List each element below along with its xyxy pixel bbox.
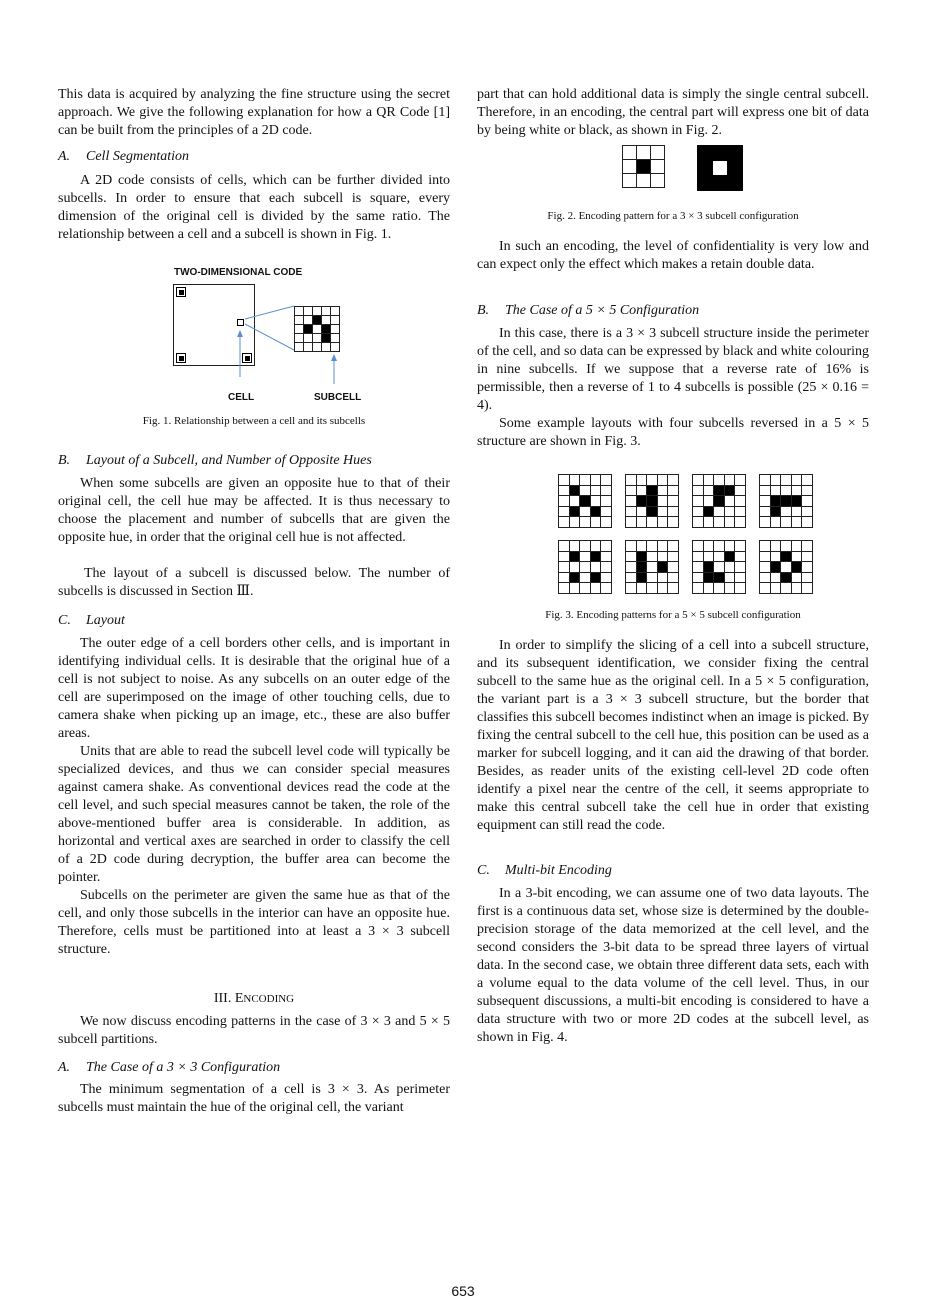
- heading-number: B.: [58, 453, 71, 468]
- subcell: [725, 507, 735, 517]
- page-number: 653: [451, 1283, 475, 1299]
- subcell: [792, 562, 802, 572]
- subcell: [637, 507, 647, 517]
- subcell: [591, 552, 601, 562]
- subcell: [792, 486, 802, 496]
- figure-caption: Fig. 2. Encoding pattern for a 3 × 3 subcell configuration: [547, 210, 799, 222]
- encoding-pattern: [625, 474, 679, 528]
- subcell: [792, 583, 802, 593]
- heading-text: The Case of a 5 × 5 Configuration: [505, 303, 700, 318]
- paragraph: This data is acquired by analyzing the fine structure using the secret approach. We give the following explanation for how a QR Code [1] can be built from the principles of a 2D code.: [58, 87, 450, 138]
- subcell: [668, 562, 678, 572]
- subcell: [304, 307, 312, 315]
- subcell: [781, 486, 791, 496]
- subcell: [637, 475, 647, 485]
- subcell: [802, 486, 812, 496]
- subcell: [626, 573, 636, 583]
- subcell: [559, 496, 569, 506]
- section-title-initial: E: [234, 991, 244, 1006]
- subcell: [601, 541, 611, 551]
- subcell: [647, 552, 657, 562]
- subcell: [304, 343, 312, 351]
- figure-label: SUBCELL: [314, 392, 362, 403]
- subcell: [781, 475, 791, 485]
- subcell: [626, 517, 636, 527]
- subcell: [304, 334, 312, 342]
- figure-label: CELL: [228, 392, 255, 403]
- subcell: [735, 562, 745, 572]
- subcell: [735, 496, 745, 506]
- subcell: [570, 541, 580, 551]
- subcell: [693, 475, 703, 485]
- subcell: [725, 562, 735, 572]
- subcell: [601, 562, 611, 572]
- subcell: [331, 343, 339, 351]
- subcell: [760, 496, 770, 506]
- subcell: [771, 583, 781, 593]
- subcell: [735, 583, 745, 593]
- heading-number: A.: [58, 149, 71, 164]
- subcell: [322, 316, 330, 324]
- subcell: [771, 552, 781, 562]
- figure-caption: Fig. 1. Relationship between a cell and its subcells: [142, 415, 366, 427]
- subcell: [304, 316, 312, 324]
- paragraph: In this case, there is a 3 × 3 subcell structure inside the perimeter of the cell, and so data can be expressed by black and white colouring in nine subcells. If we suppose that a reverse rate of 16% is permissible, then a reverse of 1 to 4 subcells is possible (25 × 0.16 = 4).: [477, 326, 869, 413]
- subcell: [570, 517, 580, 527]
- subcell: [637, 583, 647, 593]
- subcell: [658, 541, 668, 551]
- subcell: [626, 475, 636, 485]
- subcell: [792, 496, 802, 506]
- subcell: [781, 507, 791, 517]
- subcell: [580, 486, 590, 496]
- subcell: [580, 562, 590, 572]
- subcell: [704, 475, 714, 485]
- subcell: [668, 583, 678, 593]
- subcell: [725, 486, 735, 496]
- subcell: [760, 573, 770, 583]
- subcell: [601, 573, 611, 583]
- subcell: [601, 486, 611, 496]
- subcell: [295, 307, 303, 315]
- subcell: [559, 583, 569, 593]
- encoding-pattern: [692, 540, 746, 594]
- encoding-pattern: [759, 474, 813, 528]
- subcell: [601, 517, 611, 527]
- subcell: [725, 496, 735, 506]
- heading-text: Layout of a Subcell, and Number of Opposite Hues: [86, 453, 372, 468]
- subcell: [658, 562, 668, 572]
- subcell: [792, 507, 802, 517]
- subcell: [626, 541, 636, 551]
- paragraph: Subcells on the perimeter are given the same hue as that of the cell, and only those subcells in the interior can have an opposite hue. Therefore, cells must be partitioned into at least a 3 × 3 subcell structure.: [58, 888, 450, 957]
- subcell: [693, 552, 703, 562]
- subcell: [658, 573, 668, 583]
- subcell: [781, 573, 791, 583]
- subcell: [704, 541, 714, 551]
- subcell: [668, 507, 678, 517]
- subcell: [693, 486, 703, 496]
- subcell: [735, 573, 745, 583]
- subcell: [559, 475, 569, 485]
- subcell: [704, 517, 714, 527]
- section-title-rest: NCODING: [243, 993, 295, 1005]
- subcell: [591, 541, 601, 551]
- paragraph: The outer edge of a cell borders other cells, and is important in identifying individual cells. It is desirable that the original hue of a cell is not subject to noise. As any subcells on an outer edge of the cell are superimposed on the image of other touching cells, due to camera shake when picking up an image, etc., these are also buffer areas.: [58, 636, 450, 741]
- subcell: [331, 334, 339, 342]
- subcell: [637, 517, 647, 527]
- paragraph: In a 3-bit encoding, we can assume one of two data layouts. The first is a continuous data set, whose size is determined by the double-precision storage of the data memorized at the cell level, and the second considers the 3-bit data to be spread three layers of virtual data. In the second case, we obtain three different data sets, each with a volume equal to the data volume of the cell level. Thus, in our subsequent discussions, a multi-bit encoding is considered to have a data structure with two or more 2D codes at the subcell level, as shown in Fig. 4.: [477, 886, 869, 1045]
- subcell: [580, 475, 590, 485]
- subcell: [735, 486, 745, 496]
- figure-1: [58, 262, 450, 412]
- subcell: [802, 475, 812, 485]
- paragraph: In such an encoding, the level of confidentiality is very low and can expect only the effect which makes a retain double data.: [477, 239, 869, 272]
- subcell: [693, 573, 703, 583]
- subcell: [760, 517, 770, 527]
- encoding-pattern: [625, 540, 679, 594]
- subcell: [760, 486, 770, 496]
- subcell: [559, 486, 569, 496]
- subcell: [570, 562, 580, 572]
- subcell: [714, 541, 724, 551]
- subcell: [714, 552, 724, 562]
- subcell: [570, 552, 580, 562]
- subcell: [725, 552, 735, 562]
- subcell: [725, 573, 735, 583]
- encoding-pattern: [558, 474, 612, 528]
- subcell: [771, 573, 781, 583]
- subcell: [580, 573, 590, 583]
- subcell: [802, 507, 812, 517]
- subcell: [760, 562, 770, 572]
- subcell: [668, 496, 678, 506]
- subcell: [704, 562, 714, 572]
- subcell: [570, 475, 580, 485]
- subcell: [591, 475, 601, 485]
- subcell: [559, 573, 569, 583]
- subcell: [802, 552, 812, 562]
- subcell: [295, 316, 303, 324]
- encoding-pattern: [759, 540, 813, 594]
- subcell: [637, 486, 647, 496]
- subcell: [760, 583, 770, 593]
- subsection-heading: [58, 612, 125, 630]
- subcell: [802, 562, 812, 572]
- subcell: [601, 583, 611, 593]
- subcell: [802, 517, 812, 527]
- subcell: [802, 496, 812, 506]
- fig2-pattern-white-center: [697, 145, 743, 191]
- subcell: [658, 517, 668, 527]
- subcell: [704, 496, 714, 506]
- subcell: [313, 307, 321, 315]
- subcell: [313, 316, 321, 324]
- paragraph: Some example layouts with four subcells reversed in a 5 × 5 structure are shown in Fig. 3.: [477, 416, 869, 449]
- subcell: [771, 475, 781, 485]
- subcell: [725, 541, 735, 551]
- subcell: [591, 573, 601, 583]
- subcell: [580, 496, 590, 506]
- subcell: [714, 583, 724, 593]
- paragraph: We now discuss encoding patterns in the case of 3 × 3 and 5 × 5 subcell partitions.: [58, 1014, 450, 1047]
- subcell: [591, 583, 601, 593]
- subcell: [668, 552, 678, 562]
- subcell: [771, 562, 781, 572]
- subcell: [735, 507, 745, 517]
- subcell: [591, 517, 601, 527]
- subcell: [626, 496, 636, 506]
- subcell: [693, 496, 703, 506]
- subsection-heading: [58, 148, 189, 166]
- subcell: [781, 496, 791, 506]
- encoding-pattern: [692, 474, 746, 528]
- heading-text: Layout: [86, 613, 125, 628]
- subcell: [781, 562, 791, 572]
- subcell: [668, 541, 678, 551]
- subcell: [725, 583, 735, 593]
- heading-text: Cell Segmentation: [86, 149, 190, 164]
- subcell: [570, 583, 580, 593]
- subcell: [725, 517, 735, 527]
- section-heading: [58, 990, 450, 1008]
- subcell: [658, 475, 668, 485]
- paragraph: The minimum segmentation of a cell is 3 × 3. As perimeter subcells must maintain the hue of the original cell, the variant: [58, 1082, 450, 1115]
- subcell: [322, 343, 330, 351]
- paragraph: Units that are able to read the subcell level code will typically be specialized devices, and thus we can consider special measures against camera shake. As conventional devices read the code at the cell level, and such special measures cannot be taken, the role of the above-mentioned buffer area is considerable. In addition, as horizontal and vertical axes are searched in order to classify the cell of a 2D code during decryption, the buffer area can become the pointer.: [58, 744, 450, 885]
- subcell: [693, 562, 703, 572]
- subsection-heading: [58, 452, 372, 470]
- subcell: [760, 507, 770, 517]
- subcell: [658, 507, 668, 517]
- subcell: [313, 343, 321, 351]
- subcell: [658, 552, 668, 562]
- subcell: [580, 507, 590, 517]
- subcell: [647, 517, 657, 527]
- subcell: [559, 507, 569, 517]
- subcell: [580, 517, 590, 527]
- subcell: [559, 517, 569, 527]
- subcell: [693, 507, 703, 517]
- subcell: [647, 475, 657, 485]
- subcell: [626, 552, 636, 562]
- fig2-pattern-black-center: [622, 145, 665, 188]
- subcell: [704, 552, 714, 562]
- subcell: [322, 325, 330, 333]
- subcell: [714, 496, 724, 506]
- subcell: [802, 583, 812, 593]
- subcell: [647, 486, 657, 496]
- subcell: [714, 507, 724, 517]
- subcell: [668, 517, 678, 527]
- subcell: [714, 517, 724, 527]
- subsection-heading: [58, 1059, 280, 1077]
- subcell: [714, 573, 724, 583]
- subcell: [668, 475, 678, 485]
- subcell: [637, 496, 647, 506]
- subcell: [331, 307, 339, 315]
- subcell: [626, 486, 636, 496]
- heading-number: C.: [58, 613, 71, 628]
- subcell: [637, 541, 647, 551]
- subcell: [760, 475, 770, 485]
- subcell: [647, 507, 657, 517]
- subcell: [704, 583, 714, 593]
- subcell: [781, 541, 791, 551]
- paragraph: The layout of a subcell is discussed below. The number of subcells is discussed in Section Ⅲ.: [58, 566, 450, 599]
- paragraph: In order to simplify the slicing of a cell into a subcell structure, and its subsequent identification, we consider fixing the central subcell to the same hue as the original cell. In a 5 × 5 configuration, the variant part is a 3 × 3 subcell structure, but the border that classifies this subcell becomes indistinct when an image is picked. By fixing the central subcell to the cell hue, this position can be used as a marker for subcell logging, and it can aid the drawing of that border. Besides, as reader units of the existing cell-level 2D code often identify a pixel near the centre of the cell, it seems appropriate to make this central subcell take the cell hue in order that existing equipment can still read the code.: [477, 638, 869, 833]
- subsection-heading: [477, 302, 699, 320]
- heading-number: B.: [477, 303, 490, 318]
- subcell: [792, 517, 802, 527]
- subcell: [771, 507, 781, 517]
- subcell: [792, 541, 802, 551]
- subcell: [792, 475, 802, 485]
- subcell: [331, 325, 339, 333]
- subcell: [591, 562, 601, 572]
- subcell: [580, 541, 590, 551]
- subcell: [647, 541, 657, 551]
- subcell: [792, 573, 802, 583]
- subcell: [704, 486, 714, 496]
- subcell: [781, 583, 791, 593]
- subcell: [781, 552, 791, 562]
- subcell: [735, 517, 745, 527]
- subcell: [658, 496, 668, 506]
- subcell: [668, 573, 678, 583]
- subcell: [714, 562, 724, 572]
- subcell: [771, 496, 781, 506]
- subcell: [792, 552, 802, 562]
- subcell: [591, 486, 601, 496]
- subcell: [580, 552, 590, 562]
- subcell: [760, 541, 770, 551]
- subcell: [601, 552, 611, 562]
- subcell: [591, 507, 601, 517]
- subcell: [313, 334, 321, 342]
- subcell: [693, 517, 703, 527]
- subcell-grid: [294, 306, 340, 352]
- subcell: [304, 325, 312, 333]
- subcell: [735, 541, 745, 551]
- subcell: [725, 475, 735, 485]
- subcell: [591, 496, 601, 506]
- heading-number: A.: [58, 1060, 71, 1075]
- subsection-heading: [477, 862, 612, 880]
- subcell: [802, 541, 812, 551]
- subcell: [322, 307, 330, 315]
- subcell: [322, 334, 330, 342]
- subcell: [802, 573, 812, 583]
- subcell: [704, 573, 714, 583]
- figure-caption: Fig. 3. Encoding patterns for a 5 × 5 subcell configuration: [545, 609, 801, 621]
- paragraph: A 2D code consists of cells, which can be further divided into subcells. In order to ensure that each subcell is square, every dimension of the original cell is divided by the same ratio. The relationship between a cell and a subcell is shown in Fig. 1.: [58, 173, 450, 242]
- subcell: [580, 583, 590, 593]
- subcell: [735, 475, 745, 485]
- subcell: [714, 475, 724, 485]
- heading-number: C.: [477, 863, 490, 878]
- subcell: [781, 517, 791, 527]
- subcell: [704, 507, 714, 517]
- subcell: [637, 573, 647, 583]
- paragraph: When some subcells are given an opposite hue to that of their original cell, the cell hue may be affected. It is thus necessary to choose the placement and number of subcells that are given the opposite hue, in order that the original cell hue is not affected.: [58, 476, 450, 545]
- section-number: III.: [213, 991, 232, 1006]
- subcell: [771, 517, 781, 527]
- subcell: [570, 507, 580, 517]
- subcell: [693, 583, 703, 593]
- subcell: [559, 552, 569, 562]
- subcell: [735, 552, 745, 562]
- subcell: [668, 486, 678, 496]
- subcell: [771, 486, 781, 496]
- subcell: [601, 507, 611, 517]
- subcell: [331, 316, 339, 324]
- subcell: [570, 573, 580, 583]
- subcell: [647, 562, 657, 572]
- subcell: [714, 486, 724, 496]
- heading-text: The Case of a 3 × 3 Configuration: [86, 1060, 281, 1075]
- subcell: [658, 583, 668, 593]
- subcell: [626, 507, 636, 517]
- figure-label: TWO-DIMENSIONAL CODE: [174, 267, 303, 278]
- subcell: [570, 496, 580, 506]
- subcell: [601, 475, 611, 485]
- subcell: [313, 325, 321, 333]
- subcell: [647, 583, 657, 593]
- subcell: [647, 496, 657, 506]
- subcell: [570, 486, 580, 496]
- subcell: [760, 552, 770, 562]
- subcell: [295, 334, 303, 342]
- subcell: [626, 562, 636, 572]
- subcell: [559, 562, 569, 572]
- subcell: [295, 343, 303, 351]
- subcell: [771, 541, 781, 551]
- subcell: [295, 325, 303, 333]
- subcell: [559, 541, 569, 551]
- paragraph: part that can hold additional data is simply the single central subcell. Therefore, in an encoding, the central part will express one bit of data by being white or black, as shown in Fig. 2.: [477, 87, 869, 138]
- subcell: [626, 583, 636, 593]
- heading-text: Multi-bit Encoding: [505, 863, 612, 878]
- subcell: [693, 541, 703, 551]
- subcell: [647, 573, 657, 583]
- subcell: [637, 552, 647, 562]
- subcell: [601, 496, 611, 506]
- encoding-pattern: [558, 540, 612, 594]
- subcell: [637, 562, 647, 572]
- subcell: [658, 486, 668, 496]
